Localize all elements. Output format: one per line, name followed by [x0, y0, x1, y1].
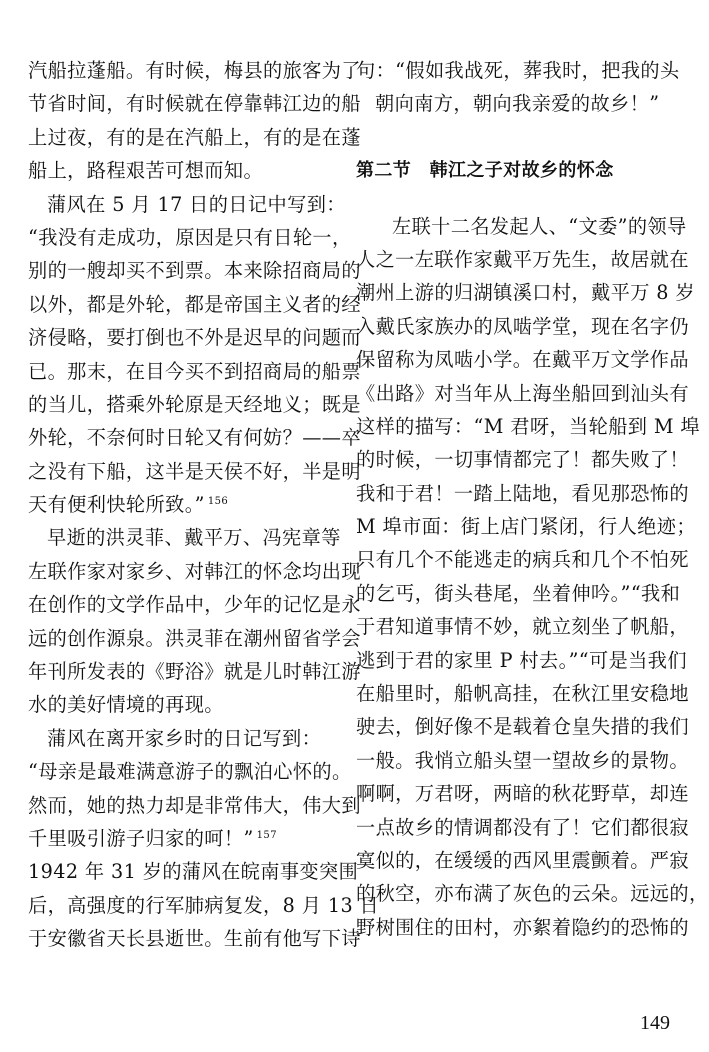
text-line: 只有几个不能逃走的病兵和几个不怕死: [356, 548, 689, 572]
text-line: 节省时间，有时候就在停靠韩江边的船: [28, 92, 361, 116]
text-line: 汽船拉蓬船。有时候，梅县的旅客为了: [28, 59, 361, 82]
text-line: 《出路》对当年从上海坐船回到汕头有: [356, 381, 689, 405]
text-line-with-footnote: [28, 488, 344, 521]
text-line: 这样的描写：“M 君呀，当轮船到 M 埠: [356, 414, 701, 438]
text-span: 天有便利快轮所致。”: [28, 493, 205, 517]
text-line: 一点故乡的情调都没有了！它们都很寂: [356, 815, 689, 839]
text-line: 以外，都是外轮，都是帝国主义者的经: [28, 292, 361, 316]
text-line: 的秋空，亦布满了灰色的云朵。远远的，: [356, 882, 709, 906]
text-line: 然而，她的热力却是非常伟大，伟大到: [28, 793, 361, 817]
text-line: 早逝的洪灵菲、戴平万、冯宪章等: [47, 526, 341, 550]
text-line: 驶去，倒好像不是载着仓皇失措的我们: [356, 715, 689, 739]
page-number: 149: [640, 1012, 670, 1034]
text-line: 一般。我悄立船头望一望故乡的景物。: [356, 748, 689, 772]
text-line: 保留称为凤啮小学。在戴平万文学作品: [356, 348, 689, 372]
text-line: 蒲风在离开家乡时的日记写到：: [47, 726, 322, 750]
text-line: 年刊所发表的《野浴》就是儿时韩江游: [28, 660, 361, 684]
text-line: 逃到于君的家里 P 村去。”“可是当我们: [356, 648, 687, 672]
text-line: 于君知道事情不妙，就立刻坐了帆船，: [356, 615, 689, 639]
text-line: 之没有下船，这半是天侯不好，半是明: [28, 459, 361, 483]
footnote-marker: 157: [256, 829, 277, 841]
text-span: 千里吸引游子归家的呵！”: [28, 826, 254, 850]
text-line: “母亲是最难满意游子的飘泊心怀的。: [28, 760, 352, 784]
text-line: 入戴氏家族办的凤啮学堂，现在名字仍: [356, 314, 689, 338]
text-line: 已。那末，在目今买不到招商局的船票: [28, 359, 361, 383]
text-line: 蒲风在 5 月 17 日的日记中写到：: [47, 192, 346, 216]
text-line: 远的创作源泉。洪灵菲在潮州留省学会: [28, 626, 361, 650]
text-line: 的当儿，搭乘外轮原是天经地义；既是: [28, 392, 361, 416]
text-line: 于安徽省天长县逝世。生前有他写下诗: [28, 927, 361, 951]
right-column: [356, 54, 709, 944]
text-line: 船上，路程艰苦可想而知。: [28, 159, 264, 183]
spacer: [356, 121, 672, 154]
spacer: [356, 188, 672, 210]
text-line: 潮州上游的归湖镇溪口村，戴平万 8 岁: [356, 281, 696, 305]
text-line: 我和于君！一踏上陆地，看见那恐怖的: [356, 481, 689, 505]
section-heading: 第二节 韩江之子对故乡的怀念: [356, 160, 614, 182]
text-line: 人之一左联作家戴平万先生，故居就在: [356, 247, 689, 271]
text-line: 上过夜，有的是在汽船上，有的是在蓬: [28, 125, 361, 149]
text-line: 句：“假如我战死，葬我时，把我的头: [356, 59, 680, 82]
text-line: 外轮，不奈何时日轮又有何妨？——卒: [28, 426, 361, 450]
text-line-with-footnote: [28, 822, 344, 855]
text-line: 在船里时，船帆高挂，在秋江里安稳地: [356, 682, 689, 706]
text-line: 的时候，一切事情都完了！都失败了！: [356, 448, 689, 472]
text-line: 在创作的文学作品中，少年的记忆是永: [28, 593, 361, 617]
text-line: 的乞丐，街头巷尾，坐着伸吟。”“我和: [356, 581, 681, 605]
footnote-marker: 156: [207, 495, 229, 507]
left-column: [28, 54, 380, 956]
text-line: 别的一艘却买不到票。本来除招商局的: [28, 259, 361, 283]
text-line: 1942 年 31 岁的蒲风在皖南事变突围: [28, 860, 359, 884]
text-line: 啊啊，万君呀，两暗的秋花野草，却连: [356, 782, 689, 806]
text-line: 水的美好情境的再现。: [28, 693, 224, 717]
text-line: 寞似的，在缓缓的西风里震颤着。严寂: [356, 848, 689, 872]
text-line: 朝向南方，朝向我亲爱的故乡！”: [375, 92, 660, 116]
text-line: M 埠市面：街上店门紧闭，行人绝迹；: [356, 515, 696, 539]
text-line: 后，高强度的行军肺病复发，8 月 13 日: [28, 893, 380, 917]
text-line: “我没有走成功，原因是只有日轮一，: [28, 225, 352, 249]
text-line: 左联十二名发起人、“文委”的领导: [392, 214, 687, 238]
text-line: 左联作家对家乡、对韩江的怀念均出现: [28, 559, 361, 583]
text-line: 济侵略，要打倒也不外是迟早的问题而: [28, 326, 361, 350]
text-line: 野树围住的田村，亦絮着隐约的恐怖的: [356, 915, 689, 939]
